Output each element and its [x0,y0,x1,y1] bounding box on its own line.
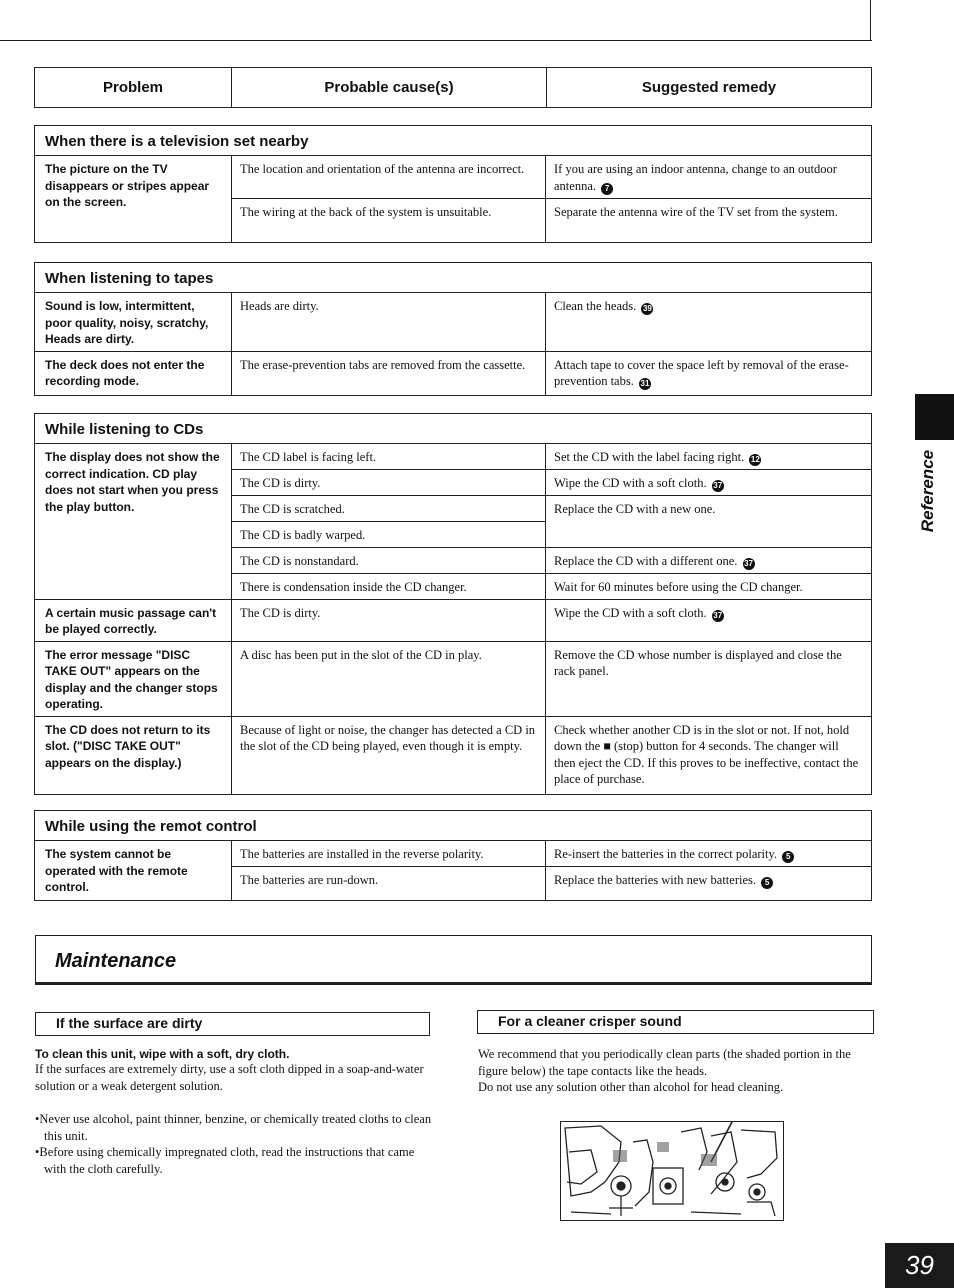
remedy-cell: Replace the batteries with new batteries. 5 [546,867,872,901]
cause-cell: The CD is nonstandard. [232,547,546,573]
page-ref-icon: 5 [761,877,773,889]
section-tv [34,125,872,243]
remedy-cell: Check whether another CD is in the slot or not. If not, hold down the ■ (stop) button for 4 seconds. The changer will then eject the CD. If this proves to be ineffective, contact the place of purchase. [546,716,872,794]
problem-cell: Sound is low, intermittent, poor quality, noisy, scratchy, Heads are dirty. [35,293,232,352]
page-number: 39 [885,1243,954,1288]
column-header [34,67,872,108]
cause-cell: The CD is badly warped. [232,521,546,547]
section-title: When listening to tapes [34,262,872,292]
head-cleaning-text: We recommend that you periodically clean parts (the shaded portion in the figure below) the tape contacts like the heads. [478,1047,851,1078]
right-column [478,1046,876,1096]
cause-cell: The CD label is facing left. [232,444,546,470]
bullet-item: •Before using chemically impregnated cloth, read the instructions that came with the cloth carefully. [35,1145,415,1176]
page-ref-icon: 37 [713,481,723,490]
section-title: While listening to CDs [34,413,872,443]
top-rule-vertical [870,0,871,41]
section-title: When there is a television set nearby [34,125,872,155]
remedy-cell: Set the CD with the label facing right. 12 [546,444,872,470]
page-ref-icon: 39 [642,304,652,313]
subheading-right: For a cleaner crisper sound [477,1010,874,1034]
remedy-cell: Wipe the CD with a soft cloth. 37 [546,470,872,496]
problem-cell: The picture on the TV disappears or stripes appear on the screen. [35,156,232,243]
cause-cell: The erase-prevention tabs are removed from the cassette. [232,351,546,395]
side-tab-label: Reference [918,449,937,532]
bullet-item: •Never use alcohol, paint thinner, benzine, or chemically treated cloths to clean this unit. [35,1112,432,1143]
page-ref-icon: 5 [782,851,794,863]
section-tapes [34,262,872,396]
remedy-cell: Clean the heads. 39 [546,293,872,352]
cause-cell: The batteries are run-down. [232,867,546,901]
subheading-left: If the surface are dirty [35,1012,430,1036]
cause-cell: The location and orientation of the antenna are incorrect. [232,156,546,199]
problem-cell: A certain music passage can't be played correctly. [35,599,232,641]
section-cds [34,413,872,795]
remedy-cell: Separate the antenna wire of the TV set from the system. [546,198,872,242]
left-column [35,1047,435,1177]
problem-cell: The display does not show the correct indication. CD play does not start when you press the play button. [35,444,232,600]
cause-cell: The CD is dirty. [232,470,546,496]
section-title: While using the remot control [34,810,872,840]
maintenance-title: Maintenance [55,950,177,972]
header-cause: Probable cause(s) [232,68,547,108]
tape-mechanism-illustration [561,1122,782,1219]
head-cleaning-warning: Do not use any solution other than alcohol for head cleaning. [478,1080,784,1094]
remedy-cell: Attach tape to cover the space left by removal of the erase-prevention tabs. 31 [546,351,872,395]
remedy-cell: If you are using an indoor antenna, change to an outdoor antenna. 7 [546,156,872,199]
cause-cell: A disc has been put in the slot of the CD in play. [232,641,546,716]
remedy-cell: Re-insert the batteries in the correct polarity. 5 [546,841,872,867]
page-ref-icon: 37 [713,610,723,620]
cause-cell: The batteries are installed in the reverse polarity. [232,841,546,867]
cleaning-lead: To clean this unit, wipe with a soft, dry cloth. [35,1047,290,1061]
remedy-cell: Wait for 60 minutes before using the CD changer. [546,573,872,599]
side-tab-marker [915,394,954,440]
problem-cell: The error message "DISC TAKE OUT" appears on the display and the changer stops operating. [35,641,232,716]
page-ref-icon: 37 [744,558,753,568]
problem-cell: The deck does not enter the recording mode. [35,351,232,395]
page-ref-icon: 7 [601,183,613,195]
remedy-cell: Remove the CD whose number is displayed and close the rack panel. [546,641,872,716]
remedy-cell: Wipe the CD with a soft cloth. 37 [546,599,872,641]
problem-cell: The system cannot be operated with the remote control. [35,841,232,901]
cause-cell: The CD is scratched. [232,496,546,522]
tape-head-figure [560,1121,784,1221]
cleaning-text: If the surfaces are extremely dirty, use a soft cloth dipped in a soap-and-water solution or a weak detergent solution. [35,1062,424,1093]
cause-cell: The CD is dirty. [232,599,546,641]
cause-cell: Because of light or noise, the changer has detected a CD in the slot of the CD being played, even though it is empty. [232,716,546,794]
cause-cell: There is condensation inside the CD changer. [232,573,546,599]
top-rule [0,40,872,41]
page-ref-icon: 12 [750,455,760,464]
remedy-cell: Replace the CD with a new one. [546,496,872,548]
cause-cell: The wiring at the back of the system is unsuitable. [232,198,546,242]
header-problem: Problem [35,68,232,108]
problem-cell: The CD does not return to its slot. ("DISC TAKE OUT" appears on the display.) [35,716,232,794]
cause-cell: Heads are dirty. [232,293,546,352]
remedy-cell: Replace the CD with a different one. 37 [546,547,872,573]
section-remote [34,810,872,901]
header-remedy: Suggested remedy [547,68,872,108]
page-ref-icon: 31 [640,379,650,388]
